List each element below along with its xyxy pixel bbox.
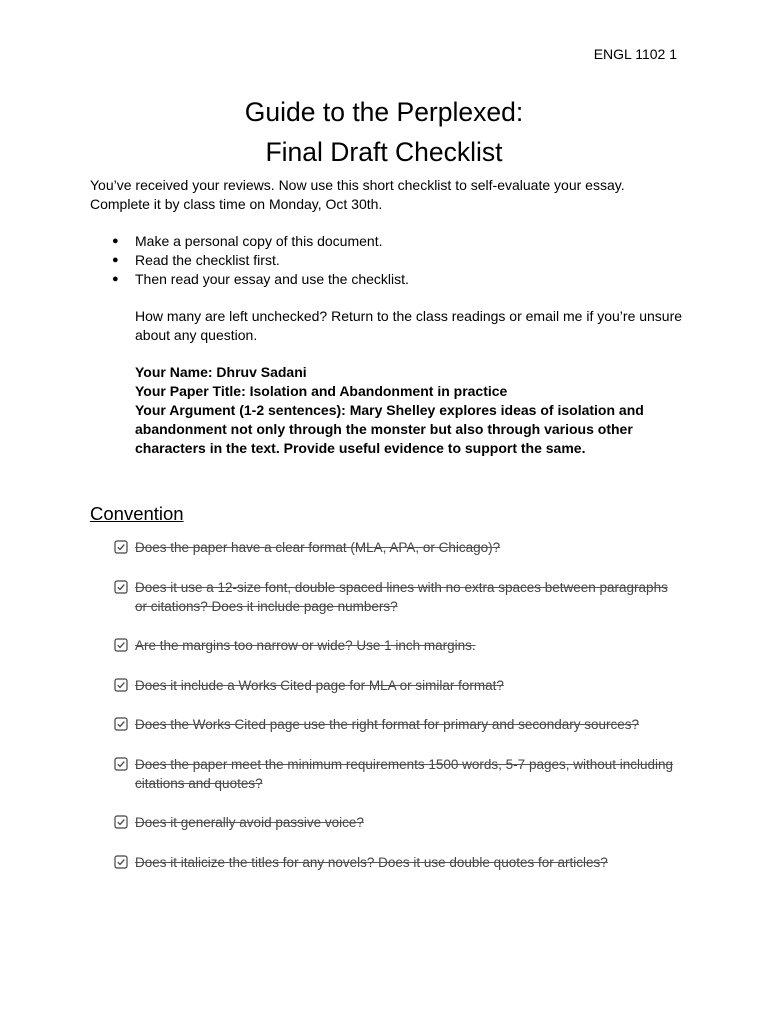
- student-name: Your Name: Dhruv Sadani: [135, 364, 307, 380]
- title-line-1: Guide to the Perplexed:: [244, 97, 524, 127]
- checklist-item-text: Does the Works Cited page use the right format for primary and secondary sources?: [135, 717, 639, 732]
- checked-checkbox-icon[interactable]: [114, 678, 128, 692]
- intro-line-1: You’ve received your reviews. Now use this short checklist to self-evaluate your essay.: [90, 177, 625, 193]
- checklist-item-text: Does it use a 12-size font, double spaced lines with no extra spaces between paragraphs or citations? Does it include page numbers?: [135, 579, 668, 614]
- checked-checkbox-icon[interactable]: [114, 855, 128, 869]
- checklist-item[interactable]: [114, 636, 674, 655]
- paper-argument: Your Argument (1-2 sentences): Mary Shelley explores ideas of isolation and abandonment not only through the monster but also through various other characters in the text. Provide useful evidence to support the same.: [135, 402, 644, 456]
- instruction-text: Read the checklist first.: [135, 252, 280, 268]
- section-heading-convention: Convention: [90, 503, 184, 524]
- checklist-item[interactable]: [114, 578, 674, 616]
- title-line-2: Final Draft Checklist: [265, 137, 503, 167]
- page-title: [0, 92, 768, 172]
- checklist-item[interactable]: [114, 676, 674, 695]
- checklist-item-text: Does it include a Works Cited page for MLA or similar format?: [135, 677, 504, 693]
- checked-checkbox-icon[interactable]: [114, 757, 128, 771]
- checklist-item[interactable]: [114, 813, 674, 832]
- student-info: [135, 363, 655, 458]
- checked-checkbox-icon[interactable]: [114, 815, 128, 829]
- checked-checkbox-icon[interactable]: [114, 540, 128, 554]
- convention-checklist: [114, 538, 674, 892]
- checklist-item-text: Are the margins too narrow or wide? Use 1 inch margins.: [135, 638, 476, 653]
- instruction-item: [90, 251, 690, 270]
- checked-checkbox-icon[interactable]: [114, 717, 128, 731]
- bullet-icon: ●: [112, 273, 119, 285]
- checklist-item[interactable]: [114, 538, 674, 557]
- instruction-item: [90, 270, 690, 289]
- instructions-list: [90, 232, 690, 289]
- checked-checkbox-icon[interactable]: [114, 638, 128, 652]
- checklist-item-text: Does the paper have a clear format (MLA, APA, or Chicago)?: [135, 540, 501, 555]
- intro-line-2: Complete it by class time on Monday, Oct 30th.: [90, 196, 383, 212]
- instruction-text: Make a personal copy of this document.: [135, 233, 383, 249]
- instruction-text: Then read your essay and use the checklist.: [135, 271, 409, 287]
- checked-checkbox-icon[interactable]: [114, 580, 128, 594]
- checklist-item[interactable]: [114, 853, 674, 872]
- paper-title: Your Paper Title: Isolation and Abandonment in practice: [135, 383, 508, 399]
- unchecked-note: How many are left unchecked? Return to the class readings or email me if you’re unsure about any question.: [135, 308, 683, 343]
- checklist-item-text: Does it generally avoid passive voice?: [135, 815, 364, 830]
- course-header: ENGL 1102 1: [593, 46, 677, 62]
- intro-paragraph: [90, 176, 690, 214]
- instruction-item: [90, 232, 690, 251]
- checklist-item[interactable]: [114, 755, 674, 793]
- bullet-icon: ●: [112, 254, 119, 266]
- checklist-item-text: Does it italicize the titles for any novels? Does it use double quotes for articles?: [135, 854, 608, 870]
- checklist-item[interactable]: [114, 715, 674, 734]
- bullet-icon: ●: [112, 235, 119, 247]
- checklist-item-text: Does the paper meet the minimum requirements 1500 words, 5-7 pages, without including citations and quotes?: [135, 756, 674, 791]
